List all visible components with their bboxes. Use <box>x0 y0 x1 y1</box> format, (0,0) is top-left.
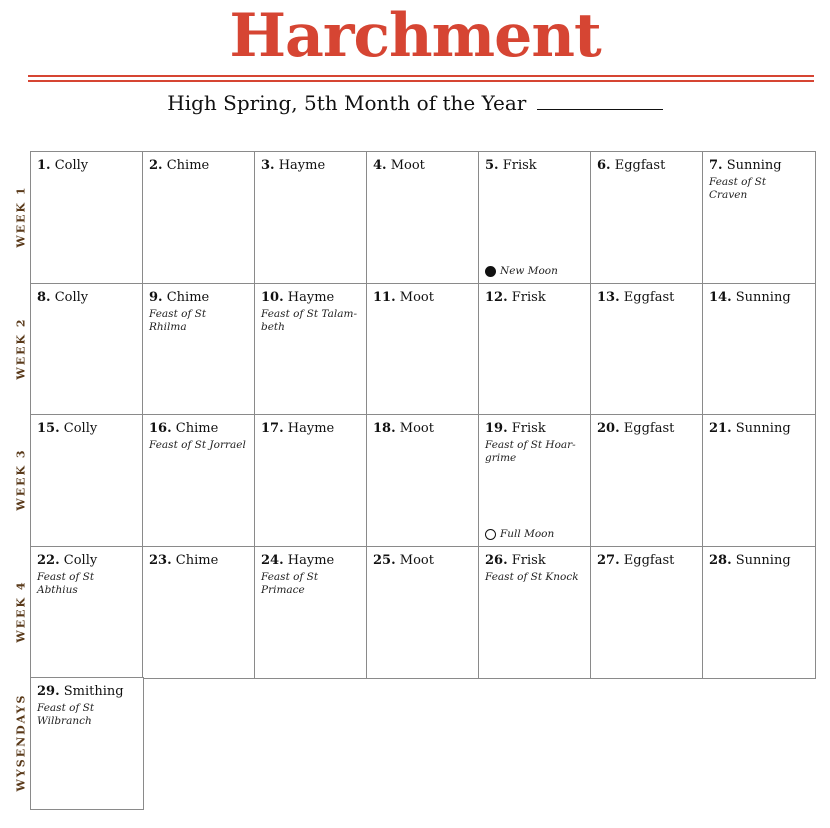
day-heading <box>597 421 697 437</box>
day-heading <box>597 158 697 174</box>
day-name: Moot <box>399 289 434 305</box>
day-name: Colly <box>63 421 98 436</box>
day-cell[interactable] <box>30 151 144 284</box>
day-name: Frisk <box>511 421 546 436</box>
day-number: 4. <box>373 158 387 173</box>
day-number: 15. <box>37 421 60 436</box>
day-cell[interactable] <box>478 414 592 547</box>
day-heading <box>709 553 809 569</box>
day-number: 28. <box>709 552 732 568</box>
week-label-text: WYSENDAYS <box>14 693 28 792</box>
day-cell[interactable] <box>30 546 144 679</box>
day-number: 11. <box>373 289 396 305</box>
page-title: Harchment <box>229 1 601 71</box>
day-name: Colly <box>54 289 89 305</box>
day-name: Chime <box>166 158 210 173</box>
day-number: 8. <box>37 289 51 305</box>
day-heading <box>373 421 473 437</box>
feast-note: Feast of St Jorrael <box>149 439 246 451</box>
feast-note: Feast of St Abthius <box>37 570 95 596</box>
day-cell[interactable] <box>702 283 816 416</box>
day-heading <box>37 290 137 306</box>
feast-note: Feast of St Hoar-grime <box>485 439 576 464</box>
day-name: Sunning <box>735 552 791 568</box>
day-number: 14. <box>709 289 732 305</box>
day-heading <box>373 290 473 306</box>
feast-note: Feast of St Primace <box>261 570 319 596</box>
day-number: 7. <box>709 158 723 173</box>
day-heading <box>261 421 361 437</box>
day-heading <box>149 421 249 437</box>
day-number: 19. <box>485 421 508 436</box>
day-heading <box>37 684 137 700</box>
day-number: 26. <box>485 552 508 568</box>
feast-note: Feast of St Knock <box>485 570 579 583</box>
day-number: 29. <box>37 684 60 699</box>
day-name: Eggfast <box>614 158 666 173</box>
day-cell[interactable] <box>254 414 368 547</box>
day-number: 21. <box>709 421 732 436</box>
day-cell[interactable] <box>30 414 144 547</box>
day-heading <box>485 290 585 306</box>
day-heading <box>485 158 585 174</box>
day-cell[interactable] <box>478 546 592 679</box>
day-heading <box>709 290 809 306</box>
day-name: Colly <box>54 158 89 173</box>
day-heading <box>597 290 697 306</box>
moon-phase-label: Full Moon <box>500 528 555 540</box>
day-number: 2. <box>149 158 163 173</box>
day-heading <box>149 553 249 569</box>
day-number: 3. <box>261 158 275 173</box>
day-heading <box>373 553 473 569</box>
day-number: 10. <box>261 289 284 305</box>
title-rule-top <box>28 75 814 77</box>
day-number: 17. <box>261 421 284 436</box>
feast-note: Feast of St Talam-beth <box>261 307 357 333</box>
day-name: Frisk <box>502 158 537 173</box>
day-number: 20. <box>597 421 620 436</box>
day-number: 22. <box>37 552 60 568</box>
day-heading <box>37 421 137 437</box>
day-cell[interactable] <box>142 283 256 416</box>
day-cell[interactable] <box>142 414 256 547</box>
day-cell[interactable] <box>366 546 480 679</box>
day-heading <box>485 553 585 569</box>
day-heading <box>709 158 809 174</box>
day-heading <box>37 158 137 174</box>
day-cell[interactable] <box>366 414 480 547</box>
day-cell[interactable] <box>590 546 704 679</box>
day-cell[interactable] <box>590 151 704 284</box>
week-label-text: WEEK 3 <box>14 448 28 511</box>
day-name: Hayme <box>287 552 335 568</box>
day-heading <box>261 158 361 174</box>
day-cell[interactable] <box>30 677 144 810</box>
moon-phase <box>485 265 558 277</box>
day-name: Chime <box>166 289 210 305</box>
day-heading <box>485 421 585 437</box>
day-cell[interactable] <box>254 151 368 284</box>
feast-note: Feast of St Wilbranch <box>37 702 95 727</box>
month-subtitle <box>0 89 830 117</box>
day-cell[interactable] <box>590 414 704 547</box>
day-heading <box>709 421 809 437</box>
day-cell[interactable] <box>478 283 592 416</box>
moon-phase <box>485 528 554 540</box>
day-heading <box>373 158 473 174</box>
day-name: Eggfast <box>623 289 675 305</box>
day-heading <box>597 553 697 569</box>
day-number: 25. <box>373 552 396 568</box>
day-heading <box>149 290 249 306</box>
feast-note: Feast of St Rhilma <box>149 307 207 333</box>
day-number: 5. <box>485 158 499 173</box>
day-heading <box>149 158 249 174</box>
title-rule-bottom <box>28 80 814 82</box>
day-name: Sunning <box>735 421 791 436</box>
day-cell[interactable] <box>142 151 256 284</box>
day-name: Hayme <box>287 421 335 436</box>
day-name: Sunning <box>735 289 791 305</box>
day-cell[interactable] <box>254 546 368 679</box>
week-label-text: WEEK 4 <box>14 580 28 643</box>
day-name: Smithing <box>63 684 124 699</box>
day-cell[interactable] <box>366 151 480 284</box>
day-number: 24. <box>261 552 284 568</box>
day-number: 13. <box>597 289 620 305</box>
month-subtitle-text: High Spring, 5th Month of the Year <box>167 91 527 115</box>
day-number: 1. <box>37 158 51 173</box>
day-cell[interactable] <box>254 283 368 416</box>
day-name: Frisk <box>511 289 546 305</box>
day-number: 6. <box>597 158 611 173</box>
day-cell[interactable] <box>142 546 256 679</box>
day-name: Moot <box>399 552 434 568</box>
day-name: Frisk <box>511 552 546 568</box>
day-name: Sunning <box>726 158 782 173</box>
feast-note: Feast of St Craven <box>709 176 767 201</box>
moon-phase-label: New Moon <box>500 265 558 277</box>
new-moon-icon <box>485 266 496 277</box>
day-number: 27. <box>597 552 620 568</box>
week-label-text: WEEK 2 <box>14 317 28 380</box>
day-name: Eggfast <box>623 552 675 568</box>
day-number: 16. <box>149 421 172 436</box>
day-name: Eggfast <box>623 421 675 436</box>
day-cell[interactable] <box>478 151 592 284</box>
week-label-text: WEEK 1 <box>14 185 28 248</box>
year-blank-line <box>537 89 663 110</box>
day-cell[interactable] <box>702 414 816 547</box>
day-number: 18. <box>373 421 396 436</box>
day-name: Moot <box>390 158 425 173</box>
day-name: Chime <box>175 421 219 436</box>
day-number: 23. <box>149 552 172 568</box>
day-name: Chime <box>175 552 219 568</box>
day-heading <box>261 290 361 306</box>
day-cell[interactable] <box>30 283 144 416</box>
day-cell[interactable] <box>366 283 480 416</box>
day-cell[interactable] <box>590 283 704 416</box>
day-name: Hayme <box>278 158 326 173</box>
day-heading <box>261 553 361 569</box>
day-name: Colly <box>63 552 98 568</box>
day-cell[interactable] <box>702 546 816 679</box>
day-number: 9. <box>149 289 163 305</box>
full-moon-icon <box>485 529 496 540</box>
day-heading <box>37 553 137 569</box>
day-cell[interactable] <box>702 151 816 284</box>
day-name: Hayme <box>287 289 335 305</box>
day-name: Moot <box>399 421 434 436</box>
day-number: 12. <box>485 289 508 305</box>
